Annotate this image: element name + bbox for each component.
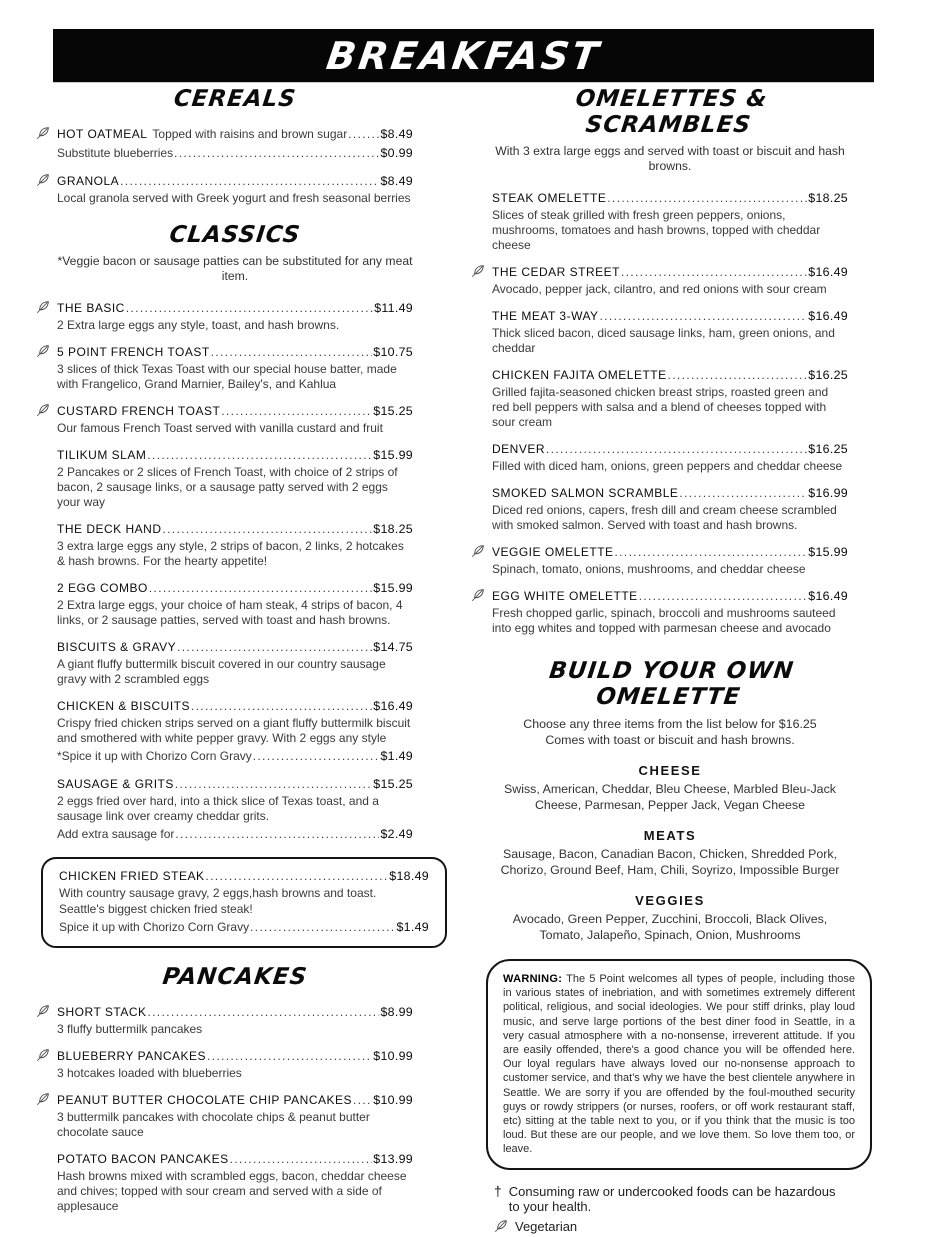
item-description: Hash browns mixed with scrambled eggs, bacon, cheddar cheese and chives; topped with sour cream and served with a side of applesauce [57, 1169, 407, 1213]
item-name: EGG WHITE OMELETTE [492, 589, 638, 603]
item-price: $18.49 [389, 869, 429, 883]
item-price: $10.99 [373, 1093, 413, 1107]
item-price-line [57, 1091, 413, 1109]
item-price: $13.99 [373, 1152, 413, 1166]
item-name: VEGGIE OMELETTE [492, 545, 614, 559]
menu-item [492, 484, 848, 533]
item-name: SMOKED SALMON SCRAMBLE [492, 486, 679, 500]
item-name-wrap [57, 301, 125, 315]
dot-leader [177, 638, 372, 656]
item-name: BISCUITS & GRAVY [57, 640, 177, 654]
item-price: $15.99 [373, 581, 413, 595]
dot-leader [149, 579, 372, 597]
item-name: CHICKEN FAJITA OMELETTE [492, 368, 667, 382]
menu-item [57, 1003, 413, 1037]
menu-item [57, 343, 413, 392]
section-subtitle: *Veggie bacon or sausage patties can be substituted for any meat item. [57, 254, 413, 283]
item-price-line [57, 446, 413, 464]
item-name: POTATO BACON PANCAKES [57, 1152, 229, 1166]
item-price: $15.25 [373, 404, 413, 418]
dot-leader [348, 125, 379, 143]
dot-leader [600, 307, 808, 325]
dot-leader [206, 867, 389, 885]
item-price-line [492, 189, 848, 207]
byo-group-items: Avocado, Green Pepper, Zucchini, Broccoli, Black Olives, Tomato, Jalapeño, Spinach, Onion, Mushrooms [512, 912, 828, 942]
dagger-icon: † [494, 1182, 502, 1199]
menu-item [492, 543, 848, 577]
menu-block [57, 86, 413, 206]
dot-leader [639, 587, 808, 605]
item-name-wrap [57, 777, 174, 791]
item-price-line [57, 775, 413, 793]
item-name: GRANOLA [57, 174, 120, 188]
item-name-wrap [492, 442, 545, 456]
item-price-line [59, 867, 429, 885]
item-price: $8.49 [380, 174, 413, 188]
byo-group [492, 828, 848, 878]
addon-label: Substitute blueberries [57, 146, 174, 160]
menu-item [57, 579, 413, 628]
section-heading: CEREALS [172, 86, 298, 112]
item-name: STEAK OMELETTE [492, 191, 607, 205]
item-name-wrap [57, 1093, 352, 1107]
item-price-line [57, 638, 413, 656]
item-name-wrap [57, 1049, 206, 1063]
vegetarian-legend [494, 1217, 848, 1234]
dot-leader [191, 697, 372, 715]
item-price-line [57, 125, 413, 143]
menu-item [57, 697, 413, 765]
item-name-wrap [57, 404, 220, 418]
dot-leader [175, 825, 379, 843]
menu-block [57, 222, 429, 948]
item-name: TILIKUM SLAM [57, 448, 147, 462]
menu-item [492, 440, 848, 474]
item-price: $8.49 [380, 127, 413, 141]
item-price: $15.99 [808, 545, 848, 559]
item-price-line [57, 1150, 413, 1168]
boxed-menu-item [41, 857, 447, 948]
dot-leader [126, 299, 373, 317]
item-name-wrap [57, 581, 148, 595]
item-price-line [57, 520, 413, 538]
item-price-line [57, 402, 413, 420]
item-name-wrap [59, 869, 205, 883]
dot-leader [679, 484, 807, 502]
footnote-text: Vegetarian [515, 1218, 578, 1234]
menu-block [492, 959, 855, 1170]
item-name-wrap [57, 1152, 229, 1166]
item-name: THE DECK HAND [57, 522, 162, 536]
menu-block [492, 86, 848, 636]
item-name-wrap [492, 589, 638, 603]
addon-label: Add extra sausage for [57, 827, 175, 841]
menu-item [57, 775, 413, 843]
item-description: Slices of steak grilled with fresh green peppers, onions, mushrooms, tomatoes and hash browns, topped with cheddar cheese [492, 208, 821, 252]
dot-leader [211, 343, 373, 361]
item-description: Grilled fajita-seasoned chicken breast strips, roasted green and red bell peppers with salsa and a blend of cheeses topped with sour cream [492, 385, 829, 429]
item-price-line [57, 1047, 413, 1065]
item-name-wrap [57, 522, 162, 536]
item-description: 2 Pancakes or 2 slices of French Toast, with choice of 2 strips of bacon, 2 sausage links, or a sausage patty served with 2 eggs your way [57, 465, 398, 509]
item-description: Fresh chopped garlic, spinach, broccoli and mushrooms sauteed into egg whites and topped with parmesan cheese and avocado [492, 606, 836, 635]
item-addon-line [57, 144, 413, 162]
section-subtitle-line: Choose any three items from the list below for $16.25 [523, 717, 817, 731]
item-inline-description: Topped with raisins and brown sugar [152, 127, 348, 141]
item-addon-line [57, 825, 413, 843]
dot-leader [147, 446, 372, 464]
section-subtitle-line: Comes with toast or biscuit and hash browns. [545, 733, 795, 747]
section-subtitle: With 3 extra large eggs and served with toast or biscuit and hash browns. [495, 144, 845, 173]
item-price: $11.49 [374, 301, 413, 315]
item-description: With country sausage gravy, 2 eggs,hash browns and toast. [59, 886, 377, 900]
item-addon-line [57, 747, 413, 765]
item-name: 5 POINT FRENCH TOAST [57, 345, 210, 359]
item-name-wrap [492, 368, 667, 382]
menu-item [57, 125, 413, 162]
menu-item [57, 1150, 413, 1214]
menu-item [492, 307, 848, 356]
leaf-icon [471, 544, 485, 558]
dot-leader [207, 1047, 372, 1065]
item-price-line [492, 366, 848, 384]
menu-title-bar [53, 29, 874, 82]
item-name-wrap [57, 640, 176, 654]
item-name: CHICKEN & BISCUITS [57, 699, 191, 713]
item-price-line [492, 307, 848, 325]
item-description: 3 extra large eggs any style, 2 strips of bacon, 2 links, 2 hotcakes & hash browns. For the hearty appetite! [57, 539, 404, 568]
leaf-icon [36, 126, 50, 140]
footnotes [492, 1183, 848, 1234]
item-name-wrap [492, 191, 606, 205]
footnote-text: Consuming raw or undercooked foods can be hazardous to your health. [508, 1183, 836, 1214]
item-description: Crispy fried chicken strips served on a giant fluffy buttermilk biscuit and smothered with white pepper gravy. With 2 eggs any style [57, 716, 411, 745]
dot-leader [353, 1091, 372, 1109]
item-name: 2 EGG COMBO [57, 581, 148, 595]
item-price: $16.49 [808, 309, 848, 323]
menu-item [57, 520, 413, 569]
item-description: Our famous French Toast served with vanilla custard and fruit [57, 421, 383, 435]
dot-leader [668, 366, 808, 384]
dot-leader [120, 172, 379, 190]
item-name: SAUSAGE & GRITS [57, 777, 174, 791]
dot-leader [250, 918, 395, 936]
item-price-line [57, 172, 413, 190]
item-name-wrap [57, 174, 119, 188]
leaf-icon [36, 1004, 50, 1018]
leaf-icon [471, 588, 485, 602]
addon-label: Spice it up with Chorizo Corn Gravy [59, 920, 250, 934]
item-name: THE MEAT 3-WAY [492, 309, 599, 323]
section-heading: OMELETTES & SCRAMBLES [574, 86, 770, 138]
item-description: 3 slices of thick Texas Toast with our special house batter, made with Frangelico, Grand Marnier, Bailey's, and Kahlua [57, 362, 397, 391]
dot-leader [175, 775, 372, 793]
item-price-line [57, 697, 413, 715]
byo-group-title: CHEESE [638, 763, 702, 778]
item-price-line [492, 440, 848, 458]
item-name-wrap [492, 486, 678, 500]
menu-item [492, 189, 848, 253]
dot-leader [253, 747, 380, 765]
item-description: Avocado, pepper jack, cilantro, and red onions with sour cream [492, 282, 827, 296]
item-price: $16.25 [808, 368, 848, 382]
warning-label: WARNING: [503, 973, 563, 985]
item-name-wrap [492, 545, 614, 559]
section-heading: PANCAKES [161, 964, 309, 990]
item-price-line [492, 587, 848, 605]
menu-item [57, 299, 413, 333]
item-price-line [57, 299, 413, 317]
section-heading: CLASSICS [167, 222, 303, 248]
item-name: HOT OATMEAL [57, 127, 148, 141]
item-name-wrap [492, 309, 599, 323]
warning-box: WARNING: The 5 Point welcomes all types of people, including those in various states of inebriation, and with sometimes extremely different political, religious, and social ideologies. We pour stiff drinks, play loud music, and serve large portions of the best diner food in Seattle, in a very casual atmosphere with a no-nonsense, irreverent attitude. If you are easily offended, there's a good chance you will be offended here. Our loyal regulars have always loved our no-nonsense approach to customer service, and that's why we have the best clientele anywhere in Seattle. We are sorry if you are offended by the foul-mouthed security guys or rowdy strippers (or nurses, roofers, or off work restaurant staff, etc) sitting at the table next to you, or if you think that the music is too loud. But these are our people, and we love them. So love them too, or leave. [486, 959, 872, 1170]
item-price: $16.25 [808, 442, 848, 456]
dot-leader [230, 1150, 373, 1168]
item-price: $14.75 [373, 640, 413, 654]
item-name-wrap [57, 448, 146, 462]
item-name-wrap [57, 1005, 147, 1019]
byo-group [492, 893, 848, 943]
dot-leader [615, 543, 808, 561]
leaf-icon [494, 1219, 508, 1236]
item-price: $15.99 [373, 448, 413, 462]
item-description: 3 hotcakes loaded with blueberries [57, 1066, 242, 1080]
item-description: 2 Extra large eggs, your choice of ham steak, 4 strips of bacon, 4 links, or 2 sausage patties, served with toast and hash browns. [57, 598, 403, 627]
addon-price: $0.99 [380, 146, 413, 160]
leaf-icon [471, 264, 485, 278]
dot-leader [221, 402, 372, 420]
menu-item [57, 1047, 413, 1081]
section-heading: BUILD YOUR OWN OMELETTE [547, 658, 796, 710]
byo-group-title: MEATS [643, 828, 697, 843]
item-description: 2 eggs fried over hard, into a thick slice of Texas toast, and a sausage link over creamy cheddar grits. [57, 794, 379, 823]
item-price: $18.25 [373, 522, 413, 536]
leaf-icon [36, 300, 50, 314]
item-price: $8.99 [380, 1005, 413, 1019]
item-price: $10.75 [373, 345, 413, 359]
leaf-icon [36, 344, 50, 358]
item-description: Diced red onions, capers, fresh dill and cream cheese scrambled with smoked salmon. Served with toast and hash browns. [492, 503, 837, 532]
item-name: SHORT STACK [57, 1005, 147, 1019]
item-price: $16.99 [808, 486, 848, 500]
dot-leader [621, 263, 807, 281]
item-name: PEANUT BUTTER CHOCOLATE CHIP PANCAKES [57, 1093, 352, 1107]
byo-group-items: Sausage, Bacon, Canadian Bacon, Chicken, Shredded Pork, Chorizo, Ground Beef, Ham, Chili, Soyrizo, Impossible Burger [500, 847, 840, 877]
byo-group [492, 763, 848, 813]
item-name: BLUEBERRY PANCAKES [57, 1049, 207, 1063]
item-description: Spinach, tomato, onions, mushrooms, and cheddar cheese [492, 562, 806, 576]
addon-price: $1.49 [396, 920, 429, 934]
dot-leader [148, 1003, 380, 1021]
menu-block [492, 1183, 848, 1234]
menu-item [57, 172, 413, 206]
item-name-wrap [57, 699, 190, 713]
dot-leader [607, 189, 807, 207]
item-name: CUSTARD FRENCH TOAST [57, 404, 221, 418]
menu-item [492, 263, 848, 297]
menu-item [57, 638, 413, 687]
raw-food-notice [494, 1183, 848, 1214]
item-price-line [492, 484, 848, 502]
menu-column-right [492, 86, 855, 1237]
item-name-wrap [57, 345, 210, 359]
item-description: Seattle's biggest chicken fried steak! [59, 902, 253, 916]
item-price: $16.49 [808, 589, 848, 603]
menu-column-left [57, 86, 429, 1224]
item-price: $18.25 [808, 191, 848, 205]
menu-item [57, 446, 413, 510]
item-price: $10.99 [373, 1049, 413, 1063]
item-name: THE BASIC [57, 301, 125, 315]
item-description: 3 fluffy buttermilk pancakes [57, 1022, 203, 1036]
item-name: THE CEDAR STREET [492, 265, 621, 279]
byo-group-items: Swiss, American, Cheddar, Bleu Cheese, Marbled Bleu-Jack Cheese, Parmesan, Pepper Jack, Vegan Cheese [504, 782, 836, 812]
item-description: 3 buttermilk pancakes with chocolate chips & peanut butter chocolate sauce [57, 1110, 370, 1139]
menu-item [492, 587, 848, 636]
item-price-line [57, 343, 413, 361]
addon-price: $2.49 [380, 827, 413, 841]
menu-item [57, 1091, 413, 1140]
item-description: Filled with diced ham, onions, green peppers and cheddar cheese [492, 459, 843, 473]
addon-price: $1.49 [380, 749, 413, 763]
item-addon-line [59, 918, 429, 936]
build-your-own-section [492, 658, 848, 943]
item-name-wrap [57, 127, 347, 141]
item-price: $16.49 [373, 699, 413, 713]
item-name: DENVER [492, 442, 546, 456]
item-price-line [492, 543, 848, 561]
item-price: $15.25 [373, 777, 413, 791]
item-description: A giant fluffy buttermilk biscuit covered in our country sausage gravy with 2 scrambled eggs [57, 657, 386, 686]
item-price-line [57, 579, 413, 597]
item-price-line [492, 263, 848, 281]
item-description: Local granola served with Greek yogurt and fresh seasonal berries [57, 191, 411, 205]
menu-item [492, 366, 848, 430]
item-description: Thick sliced bacon, diced sausage links, ham, green onions, and cheddar [492, 326, 835, 355]
dot-leader [163, 520, 373, 538]
item-description: 2 Extra large eggs any style, toast, and hash browns. [57, 318, 340, 332]
item-price: $16.49 [808, 265, 848, 279]
leaf-icon [36, 173, 50, 187]
leaf-icon [36, 403, 50, 417]
byo-group-title: VEGGIES [635, 893, 705, 908]
page-title: BREAKFAST [323, 33, 604, 78]
dot-leader [174, 144, 379, 162]
leaf-icon [36, 1048, 50, 1062]
item-name: CHICKEN FRIED STEAK [59, 869, 205, 883]
item-price-line [57, 1003, 413, 1021]
dot-leader [546, 440, 807, 458]
item-name-wrap [492, 265, 620, 279]
leaf-icon [36, 1092, 50, 1106]
menu-item [57, 402, 413, 436]
menu-block [57, 964, 413, 1214]
addon-label: *Spice it up with Chorizo Corn Gravy [57, 749, 252, 763]
